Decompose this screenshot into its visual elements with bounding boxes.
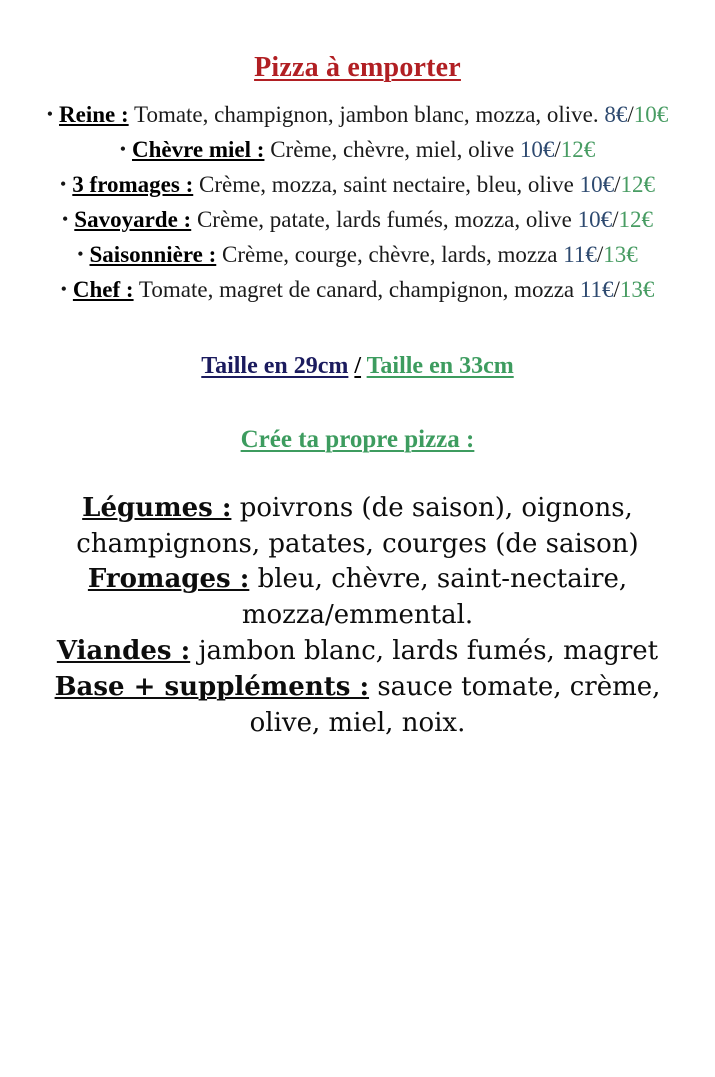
pizza-name: Savoyarde :	[74, 206, 192, 232]
list-item	[18, 168, 697, 203]
pizza-name: Chèvre miel :	[132, 136, 265, 162]
pizza-toppings: Crème, patate, lards fumés, mozza, olive	[196, 206, 572, 232]
size-legend-small: Taille en 29cm	[201, 352, 349, 379]
ingredient-label: Base + suppléments :	[54, 672, 370, 703]
list-item	[18, 670, 697, 742]
price-large: 12€	[620, 171, 655, 197]
create-your-own-heading-text: Crée ta propre pizza :	[240, 425, 475, 453]
pizza-name: Reine :	[59, 101, 129, 127]
price-small: 8€	[604, 101, 628, 127]
price-separator: /	[614, 171, 621, 197]
price-separator: /	[554, 136, 561, 162]
price-large: 10€	[633, 101, 669, 127]
price-large: 13€	[619, 276, 655, 302]
pizza-toppings: Crème, chèvre, miel, olive	[270, 136, 515, 162]
pizza-name: Chef :	[72, 276, 134, 302]
ingredient-values: poivrons (de saison), oignons, champignons, patates, courges (de saison)	[76, 492, 639, 559]
bullet-icon: •	[77, 243, 84, 264]
price-small: 10€	[577, 206, 613, 232]
price-small: 11€	[579, 276, 614, 302]
pizza-toppings: Tomate, champignon, jambon blanc, mozza, olive.	[134, 101, 599, 127]
ingredient-values: jambon blanc, lards fumés, magret	[198, 636, 659, 667]
ingredient-list	[18, 491, 697, 742]
pizza-toppings: Crème, mozza, saint nectaire, bleu, olive	[198, 171, 574, 197]
pizza-list	[18, 98, 697, 308]
bullet-icon: •	[59, 173, 67, 194]
ingredient-label: Viandes :	[56, 636, 191, 667]
price-large: 12€	[560, 136, 596, 162]
bullet-icon: •	[119, 138, 127, 159]
price-separator: /	[613, 276, 620, 302]
page-title	[18, 53, 697, 84]
price-small: 10€	[519, 136, 555, 162]
pizza-name: Saisonnière :	[89, 241, 217, 267]
menu-page	[0, 53, 715, 1077]
pizza-toppings: Crème, courge, chèvre, lards, mozza	[222, 241, 558, 267]
list-item	[18, 491, 697, 563]
list-item	[18, 98, 697, 133]
list-item	[18, 203, 697, 238]
list-item	[18, 634, 697, 670]
ingredient-label: Légumes :	[82, 492, 232, 523]
ingredient-values: bleu, chèvre, saint-nectaire, mozza/emmental.	[241, 564, 628, 631]
ingredient-label: Fromages :	[87, 564, 250, 595]
price-small: 10€	[579, 171, 615, 197]
bullet-icon: •	[61, 208, 69, 229]
size-legend	[18, 351, 697, 382]
ingredient-values: sauce tomate, crème, olive, miel, noix.	[249, 672, 661, 738]
list-item	[18, 133, 697, 168]
price-separator: /	[596, 241, 604, 267]
list-item	[18, 562, 697, 634]
bullet-icon: •	[46, 103, 54, 124]
page-title-text: Pizza à emporter	[254, 52, 461, 83]
create-your-own-heading	[18, 425, 697, 455]
bullet-icon: •	[60, 278, 67, 299]
list-item	[18, 273, 697, 308]
pizza-toppings: Tomate, magret de canard, champignon, mozza	[138, 276, 575, 302]
list-item	[18, 238, 697, 273]
pizza-name: 3 fromages :	[72, 171, 194, 197]
price-large: 13€	[603, 241, 638, 267]
price-small: 11€	[563, 241, 597, 267]
price-large: 12€	[618, 206, 653, 232]
size-legend-separator: /	[354, 352, 362, 379]
price-separator: /	[627, 101, 634, 127]
size-legend-large: Taille en 33cm	[366, 352, 514, 379]
price-separator: /	[612, 206, 619, 232]
